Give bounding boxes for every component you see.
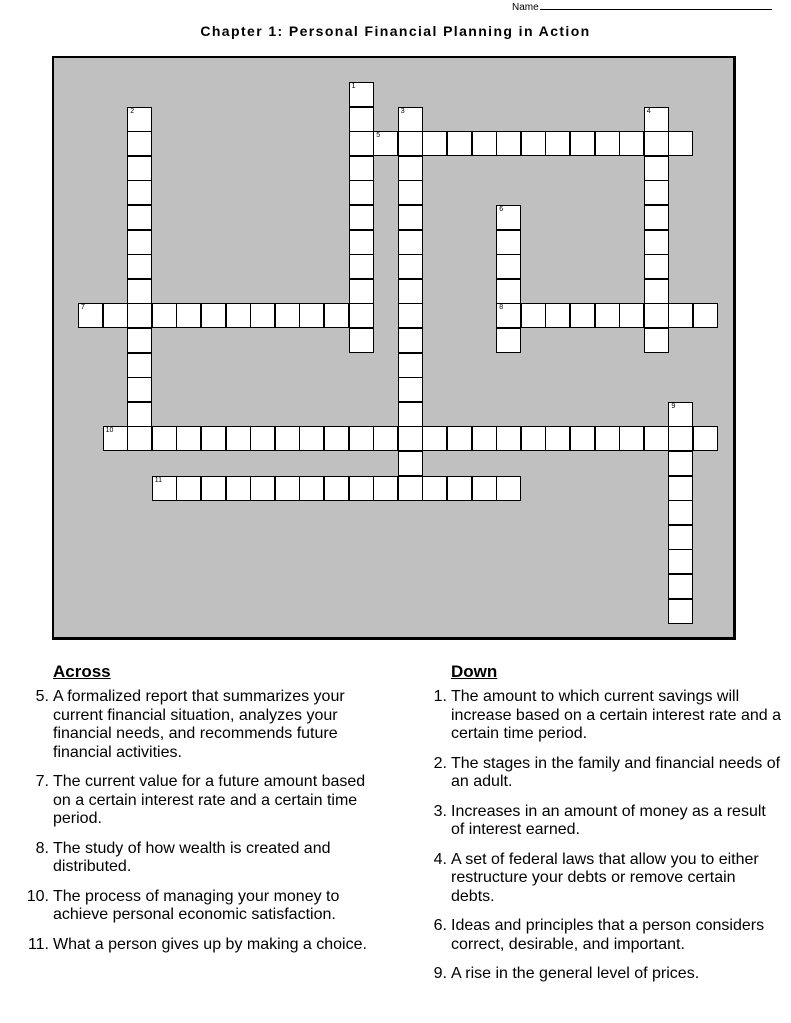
grid-cell[interactable] [152, 476, 177, 501]
grid-cell[interactable] [398, 476, 423, 501]
cell-number: 3 [400, 107, 405, 115]
cell-number: 4 [646, 107, 651, 115]
grid-cell[interactable] [127, 328, 152, 353]
grid-cell[interactable] [447, 426, 472, 451]
clue-across-10 [26, 887, 383, 925]
grid-cell[interactable] [447, 476, 472, 501]
grid-cell[interactable] [275, 476, 300, 501]
grid-cell[interactable] [398, 107, 423, 132]
grid-cell[interactable] [127, 353, 152, 378]
grid-cell[interactable] [201, 476, 226, 501]
page-title: Chapter 1: Personal Financial Planning in Action [200, 23, 591, 39]
name-line [512, 0, 772, 13]
grid-cell[interactable] [127, 107, 152, 132]
grid-cell[interactable] [619, 303, 644, 328]
clue-across-8 [35, 839, 383, 877]
grid-cell[interactable] [349, 426, 374, 451]
grid-cell[interactable] [668, 131, 693, 156]
grid-cell[interactable] [201, 426, 226, 451]
clue-number: 4. [433, 850, 447, 868]
grid-cell[interactable] [398, 156, 423, 181]
clue-text: A rise in the general level of prices. [451, 965, 700, 982]
grid-cell[interactable] [152, 303, 177, 328]
grid-cell[interactable] [472, 131, 497, 156]
across-clues [26, 662, 383, 965]
grid-cell[interactable] [398, 230, 423, 255]
clue-across-7 [35, 773, 383, 829]
grid-cell[interactable] [349, 303, 374, 328]
grid-cell[interactable] [127, 230, 152, 255]
grid-cell[interactable] [398, 279, 423, 304]
grid-cell[interactable] [644, 303, 669, 328]
grid-cell[interactable] [496, 426, 521, 451]
grid-cell[interactable] [644, 279, 669, 304]
grid-cell[interactable] [668, 599, 693, 624]
clue-number: 7. [35, 773, 49, 790]
grid-cell[interactable] [595, 426, 620, 451]
grid-cell[interactable] [570, 131, 595, 156]
cell-number: 7 [81, 304, 85, 312]
clue-text: A formalized report that summarizes your current financial situation, analyzes your financial needs, and recommends future financial activities. [53, 688, 345, 761]
grid-cell[interactable] [250, 476, 275, 501]
grid-cell[interactable] [693, 426, 718, 451]
grid-cell[interactable] [176, 476, 201, 501]
down-heading: Down [451, 662, 498, 681]
grid-cell[interactable] [176, 426, 201, 451]
grid-cell[interactable] [668, 303, 693, 328]
grid-cell[interactable] [545, 303, 570, 328]
grid-cell[interactable] [570, 303, 595, 328]
grid-cell[interactable] [152, 426, 177, 451]
grid-cell[interactable] [619, 131, 644, 156]
grid-cell[interactable] [447, 131, 472, 156]
cell-number: 11 [154, 476, 163, 484]
clue-across-11 [27, 935, 383, 955]
grid-cell[interactable] [496, 476, 521, 501]
grid-cell[interactable] [496, 303, 521, 328]
clue-text: The study of how wealth is created and distributed. [53, 839, 331, 875]
grid-cell[interactable] [668, 525, 693, 550]
clue-text: The process of managing your money to achieve personal economic satisfaction. [53, 887, 340, 923]
grid-cell[interactable] [299, 476, 324, 501]
grid-cell[interactable] [349, 476, 374, 501]
grid-cell[interactable] [644, 205, 669, 230]
cell-number: 5 [376, 132, 381, 140]
grid-cell[interactable] [398, 402, 423, 427]
clue-down-2 [433, 754, 781, 792]
grid-cell[interactable] [299, 303, 324, 328]
cell-number: 8 [499, 304, 504, 312]
grid-cell[interactable] [176, 303, 201, 328]
clue-text: A set of federal laws that allow you to either restructure your debts or remove certain debts. [451, 850, 759, 905]
grid-cell[interactable] [644, 426, 669, 451]
grid-cell[interactable] [668, 500, 693, 525]
grid-cell[interactable] [250, 426, 275, 451]
grid-cell[interactable] [201, 303, 226, 328]
grid-cell[interactable] [619, 426, 644, 451]
grid-cell[interactable] [127, 205, 152, 230]
grid-cell[interactable] [398, 451, 423, 476]
grid-cell[interactable] [127, 377, 152, 402]
grid-cell[interactable] [226, 303, 251, 328]
clue-down-9 [433, 965, 781, 984]
grid-cell[interactable] [324, 426, 349, 451]
grid-cell[interactable] [373, 426, 398, 451]
grid-cell[interactable] [668, 426, 693, 451]
clue-text: Ideas and principles that a person considers correct, desirable, and important. [451, 917, 765, 953]
grid-cell[interactable] [422, 476, 447, 501]
down-clues [433, 662, 781, 995]
grid-cell[interactable] [595, 131, 620, 156]
grid-cell[interactable] [570, 426, 595, 451]
clue-across-5 [35, 688, 383, 762]
grid-cell[interactable] [127, 303, 152, 328]
clue-number: 6. [433, 917, 447, 934]
clue-number: 8. [35, 839, 49, 857]
clue-number: 10. [26, 887, 49, 905]
clue-text: The amount to which current savings will increase based on a certain interest rate and a certain time period. [451, 688, 781, 742]
grid-cell[interactable] [373, 476, 398, 501]
grid-cell[interactable] [644, 180, 669, 205]
grid-cell[interactable] [521, 131, 546, 156]
grid-cell[interactable] [127, 426, 152, 451]
grid-cell[interactable] [398, 353, 423, 378]
grid-cell[interactable] [545, 426, 570, 451]
grid-cell[interactable] [127, 180, 152, 205]
clue-number: 1. [433, 688, 447, 705]
grid-cell[interactable] [349, 205, 374, 230]
clue-text: Increases in an amount of money as a result of interest earned. [451, 802, 766, 838]
name-label: Name [512, 2, 539, 13]
across-heading: Across [53, 662, 111, 681]
clue-down-3 [433, 802, 781, 840]
grid-cell[interactable] [349, 328, 374, 353]
cell-number: 1 [351, 83, 356, 90]
grid-cell[interactable] [398, 303, 423, 328]
clue-number: 5. [35, 688, 49, 705]
grid-cell[interactable] [349, 180, 374, 205]
grid-cell[interactable] [496, 254, 521, 279]
grid-cell[interactable] [644, 107, 669, 132]
clue-number: 3. [433, 802, 447, 820]
grid-cell[interactable] [422, 426, 447, 451]
grid-cell[interactable] [349, 156, 374, 181]
grid-cell[interactable] [644, 230, 669, 255]
grid-cell[interactable] [349, 131, 374, 156]
clue-text: The stages in the family and financial needs of an adult. [451, 754, 781, 790]
clue-number: 9. [433, 965, 447, 982]
grid-cell[interactable] [226, 426, 251, 451]
grid-cell[interactable] [349, 230, 374, 255]
grid-cell[interactable] [349, 279, 374, 304]
grid-cell[interactable] [127, 156, 152, 181]
grid-cell[interactable] [496, 279, 521, 304]
grid-cell[interactable] [103, 303, 128, 328]
grid-cell[interactable] [349, 254, 374, 279]
grid-cell[interactable] [496, 205, 521, 230]
grid-cell[interactable] [668, 476, 693, 501]
grid-cell[interactable] [226, 476, 251, 501]
grid-cell[interactable] [693, 303, 718, 328]
grid-cell[interactable] [644, 328, 669, 353]
grid-cell[interactable] [373, 131, 398, 156]
grid-cell[interactable] [545, 131, 570, 156]
grid-cell[interactable] [472, 426, 497, 451]
grid-cell[interactable] [595, 303, 620, 328]
grid-cell[interactable] [127, 279, 152, 304]
grid-cell[interactable] [398, 254, 423, 279]
grid-cell[interactable] [324, 303, 349, 328]
grid-cell[interactable] [398, 205, 423, 230]
grid-cell[interactable] [398, 377, 423, 402]
clue-text: What a person gives up by making a choice. [53, 935, 367, 953]
grid-cell[interactable] [521, 303, 546, 328]
grid-cell[interactable] [398, 328, 423, 353]
cell-number: 6 [499, 206, 504, 213]
grid-cell[interactable] [496, 328, 521, 353]
grid-cell[interactable] [103, 426, 128, 451]
grid-cell[interactable] [324, 476, 349, 501]
grid-cell[interactable] [644, 131, 669, 156]
grid-cell[interactable] [275, 426, 300, 451]
grid-cell[interactable] [644, 156, 669, 181]
clue-down-1 [433, 688, 781, 744]
grid-cell[interactable] [349, 107, 374, 132]
grid-cell[interactable] [668, 451, 693, 476]
grid-cell[interactable] [521, 426, 546, 451]
cell-number: 10 [105, 427, 114, 435]
grid-cell[interactable] [127, 402, 152, 427]
grid-cell[interactable] [668, 402, 693, 427]
grid-cell[interactable] [349, 82, 374, 107]
clue-down-4 [433, 850, 781, 907]
cell-number: 2 [130, 107, 135, 115]
grid-cell[interactable] [422, 131, 447, 156]
grid-cell[interactable] [398, 180, 423, 205]
grid-cell[interactable] [668, 574, 693, 599]
grid-cell[interactable] [78, 303, 103, 328]
clue-number: 11. [27, 935, 49, 953]
crossword-grid [52, 56, 736, 640]
cell-number: 9 [671, 402, 676, 410]
grid-cell[interactable] [299, 426, 324, 451]
grid-cell[interactable] [398, 131, 423, 156]
grid-cell[interactable] [668, 549, 693, 574]
clue-text: The current value for a future amount based on a certain interest rate and a certain time period. [53, 773, 366, 827]
clue-down-6 [433, 917, 781, 954]
grid-cell[interactable] [398, 426, 423, 451]
grid-cell[interactable] [275, 303, 300, 328]
grid-cell[interactable] [496, 131, 521, 156]
clue-number: 2. [433, 754, 447, 772]
grid-cell[interactable] [496, 230, 521, 255]
name-blank[interactable] [540, 0, 772, 10]
grid-cell[interactable] [472, 476, 497, 501]
grid-cell[interactable] [250, 303, 275, 328]
grid-cell[interactable] [644, 254, 669, 279]
grid-cell[interactable] [127, 131, 152, 156]
grid-cell[interactable] [127, 254, 152, 279]
